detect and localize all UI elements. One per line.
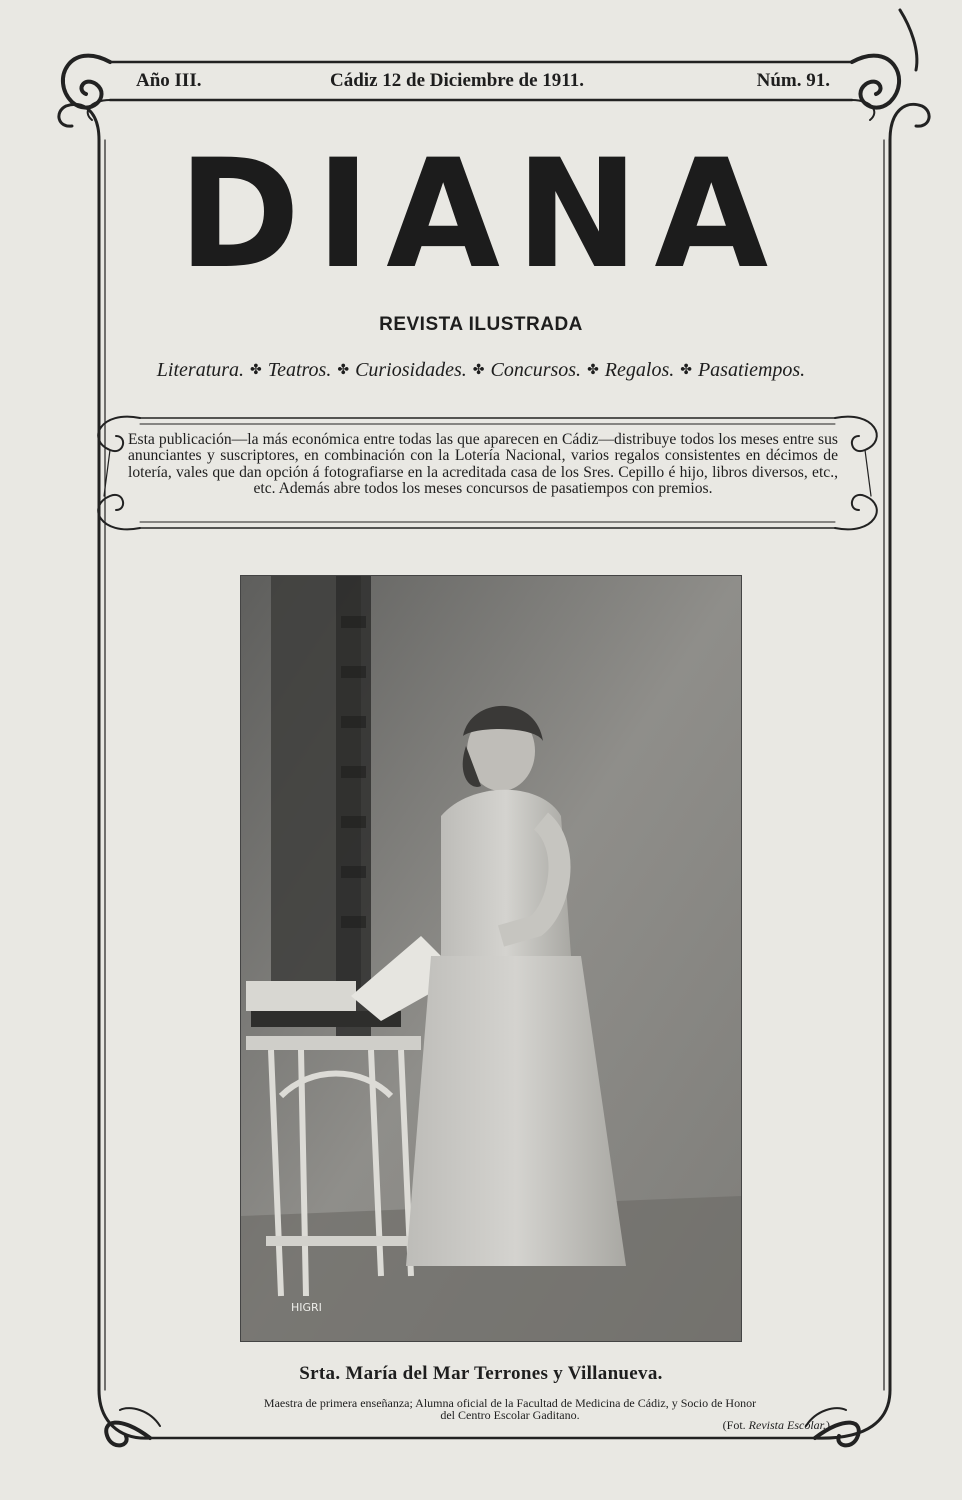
separator-icon: ✤ [337, 363, 350, 378]
credit-prefix: (Fot. [722, 1418, 746, 1432]
section-concursos: Concursos. [490, 359, 582, 381]
notice-text: Esta publicación—la más económica entre todas las que aparecen en Cádiz—distribuye todos los meses entre sus anunciantes y suscriptores, en combinación con la Lotería Nacional, varios regalos consistentes en décimos de lotería, vales que dan opción á fotografiarse en la acreditada casa de los Sres. Cepillo é hijo, libros diversos, etc., etc. Además abre todos los meses concursos de pasatiempos con premios. [128, 431, 838, 498]
description-line-1: Maestra de primera enseñanza; Alumna oficial de la Facultad de Medicina de Cádiz, y Socio de Honor [263, 1396, 757, 1410]
issue-year: Año III. [136, 70, 202, 91]
portrait-photo [240, 575, 742, 1342]
magazine-title: DIANA [178, 128, 784, 302]
issue-date: Cádiz 12 de Diciembre de 1911. [330, 70, 585, 91]
magazine-subtitle: REVISTA ILUSTRADA [379, 314, 583, 335]
separator-icon: ✤ [587, 363, 599, 378]
masthead [120, 68, 840, 100]
section-regalos: Regalos. [604, 359, 675, 381]
sections-list [0, 359, 962, 382]
separator-icon: ✤ [680, 363, 692, 378]
credit-source: Revista Escolar. [748, 1418, 826, 1432]
portrait-caption: Srta. María del Mar Terrones y Villanueva. [299, 1363, 663, 1384]
credit-suffix: ) [826, 1418, 830, 1432]
section-curiosidades: Curiosidades. [355, 359, 467, 381]
portrait-illustration [241, 576, 741, 1341]
section-pasatiempos: Pasatiempos. [697, 359, 806, 381]
photographer-signature: HIGRI [291, 1301, 322, 1314]
separator-icon: ✤ [250, 363, 262, 378]
separator-icon: ✤ [472, 363, 485, 378]
photo-credit [620, 1418, 830, 1433]
issue-number: Núm. 91. [756, 70, 830, 91]
description-line-2: del Centro Escolar Gaditano. [440, 1408, 580, 1422]
section-teatros: Teatros. [267, 359, 332, 381]
section-literatura: Literatura. [156, 359, 245, 381]
